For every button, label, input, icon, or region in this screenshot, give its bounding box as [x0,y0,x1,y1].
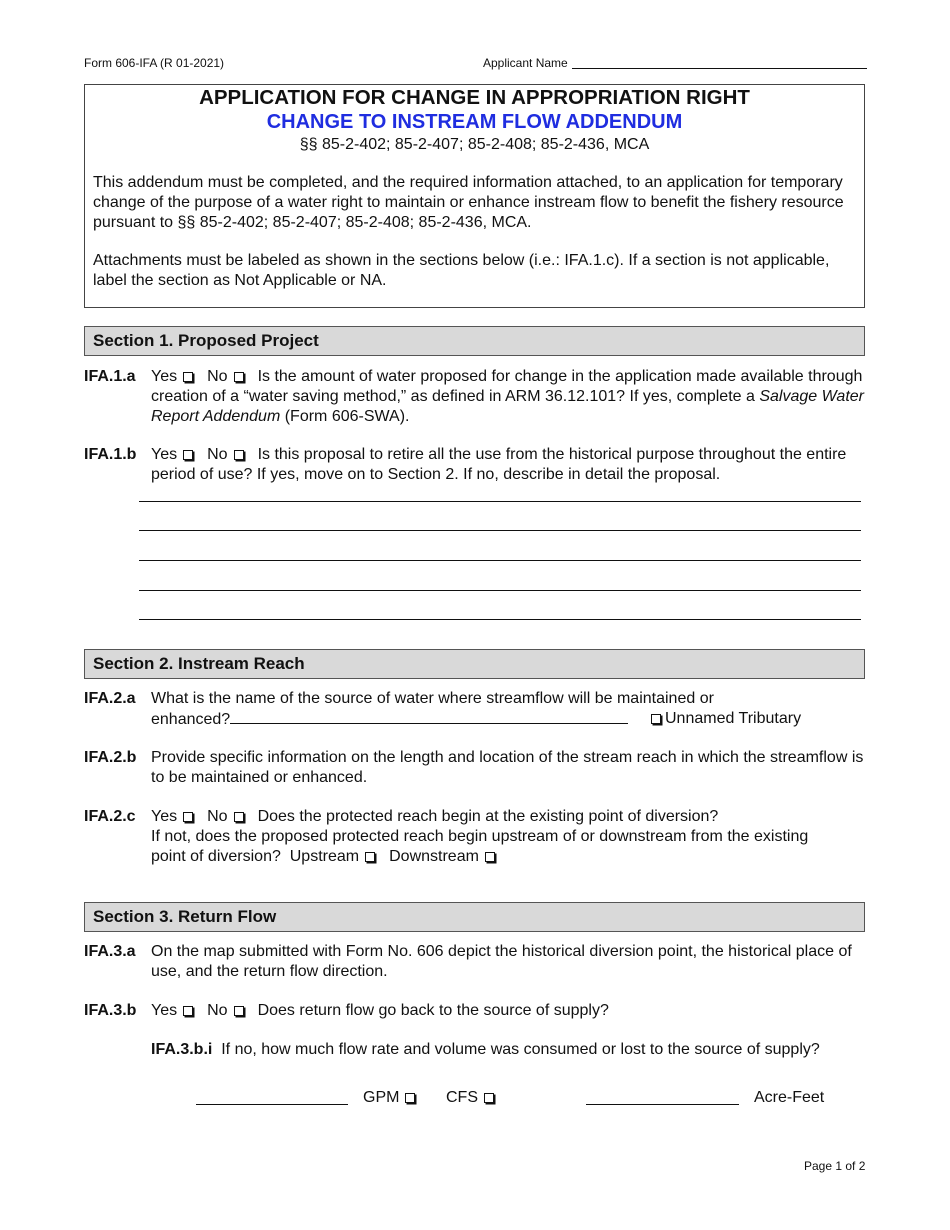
applicant-name-line[interactable] [572,56,867,69]
yes-checkbox[interactable] [183,372,193,382]
question-id-2a: IFA.2.a [84,690,136,707]
page-number: Page 1 of 2 [804,1159,866,1173]
cfs-option[interactable] [446,1088,498,1108]
downstream-label: Downstream [389,848,479,865]
section-2-header: Section 2. Instream Reach [84,649,865,679]
unnamed-tributary-checkbox[interactable] [651,714,661,724]
question-id-1a: IFA.1.a [84,368,136,385]
question-id-3b: IFA.3.b [84,1002,137,1019]
question-3b-text: Does return flow go back to the source of supply? [257,1002,609,1019]
upstream-checkbox[interactable] [365,852,375,862]
question-3bi-text: If no, how much flow rate and volume was consumed or lost to the source of supply? [221,1041,820,1058]
answer-line[interactable] [139,501,861,502]
gpm-option[interactable] [363,1088,419,1108]
attachment-instructions: Attachments must be labeled as shown in the sections below (i.e.: IFA.1.c). If a section is not applicable, label the section as Not Applicable or NA. [93,252,830,289]
question-1a-text: Is the amount of water proposed for change in the application made available through creation of a “water saving method,” as defined in ARM 36.12.101? If yes, complete a [151,368,863,405]
downstream-checkbox[interactable] [485,852,495,862]
question-id-3a: IFA.3.a [84,943,136,960]
salvage-report-title: Salvage Water Report Addendum [151,388,864,425]
title-box [84,84,865,308]
question-2c-text-line2: If not, does the proposed protected reach begin upstream of or downstream from the existing [151,828,809,845]
unnamed-tributary-label: Unnamed Tributary [665,710,802,727]
yes-label: Yes [151,446,178,463]
no-label: No [207,808,228,825]
yes-label: Yes [151,1002,178,1019]
question-2a-text-line2: enhanced? [151,711,231,728]
upstream-label: Upstream [289,848,360,865]
no-label: No [207,446,228,463]
gpm-label: GPM [363,1089,400,1106]
source-name-field[interactable] [230,709,628,724]
flow-volume-row [196,1088,836,1108]
form-subtitle: CHANGE TO INSTREAM FLOW ADDENDUM [266,111,683,133]
form-id: Form 606-IFA (R 01-2021) [84,56,225,70]
volume-field[interactable] [586,1090,739,1105]
cfs-checkbox[interactable] [484,1093,494,1103]
question-id-2c: IFA.2.c [84,808,136,825]
applicant-name-field[interactable] [483,56,867,70]
cfs-label: CFS [446,1089,478,1106]
question-3b [151,1001,867,1021]
question-3bi [151,1040,831,1060]
no-checkbox[interactable] [234,1006,244,1016]
question-2b-text: Provide specific information on the length and location of the stream reach in which the streamflow is to be maintained or enhanced. [151,749,864,786]
no-checkbox[interactable] [234,372,244,382]
yes-label: Yes [151,808,178,825]
answer-line[interactable] [139,590,861,591]
yes-label: Yes [151,368,178,385]
question-id-3bi: IFA.3.b.i [151,1041,213,1058]
no-label: No [207,1002,228,1019]
no-checkbox[interactable] [234,450,244,460]
question-3a-text: On the map submitted with Form No. 606 depict the historical diversion point, the historical place of use, and the return flow direction. [151,943,852,980]
intro-paragraph: This addendum must be completed, and the required information attached, to an application for temporary change of the purpose of a water right to maintain or enhance instream flow to benefit the fishery resource pursuant to §§ 85-2-402; 85-2-407; 85-2-408; 85-2-436, MCA. [93,174,844,231]
applicant-name-label: Applicant Name [483,56,568,70]
yes-checkbox[interactable] [183,1006,193,1016]
question-1b-text: Is this proposal to retire all the use from the historical purpose throughout the entire period of use? If yes, move on to Section 2. If no, describe in detail the proposal. [151,446,847,483]
question-1a-text-end: (Form 606-SWA). [280,408,410,425]
yes-checkbox[interactable] [183,450,193,460]
question-2a [151,689,867,729]
question-id-2b: IFA.2.b [84,749,137,766]
answer-line[interactable] [139,560,861,561]
question-2c [151,807,867,867]
unnamed-tributary-option[interactable] [651,709,801,729]
question-1a [151,367,867,427]
flow-rate-field[interactable] [196,1090,348,1105]
question-2c-text-line3: point of diversion? [151,848,281,865]
question-id-1b: IFA.1.b [84,446,137,463]
section-3-header: Section 3. Return Flow [84,902,865,932]
acre-feet-label: Acre-Feet [754,1089,825,1106]
form-title: APPLICATION FOR CHANGE IN APPROPRIATION RIGHT [199,86,750,109]
statute-reference: §§ 85-2-402; 85-2-407; 85-2-408; 85-2-436, MCA [299,136,650,153]
answer-line[interactable] [139,530,861,531]
question-2c-text: Does the protected reach begin at the existing point of diversion? [257,808,719,825]
question-1b [151,445,867,485]
answer-line[interactable] [139,619,861,620]
no-label: No [207,368,228,385]
question-2a-text: What is the name of the source of water where streamflow will be maintained or [151,690,714,707]
no-checkbox[interactable] [234,812,244,822]
yes-checkbox[interactable] [183,812,193,822]
gpm-checkbox[interactable] [405,1093,415,1103]
section-1-header: Section 1. Proposed Project [84,326,865,356]
